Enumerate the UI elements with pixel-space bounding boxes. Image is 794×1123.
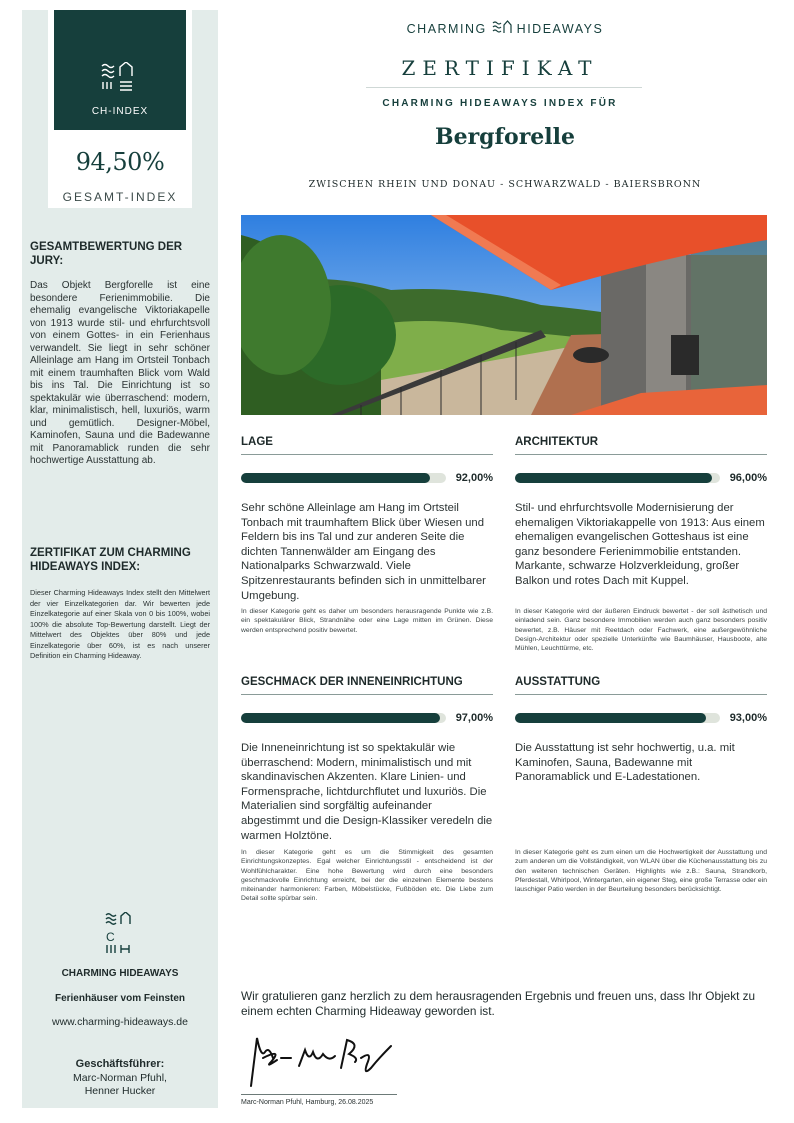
signature-image bbox=[243, 1028, 403, 1097]
location-line: ZWISCHEN RHEIN UND DONAU - SCHWARZWALD - BAIERSBRONN bbox=[308, 179, 702, 190]
ceo-name-1: Marc-Norman Pfuhl, bbox=[73, 1072, 167, 1084]
category-title: ARCHITEKTUR bbox=[515, 436, 599, 448]
category-lage bbox=[241, 436, 493, 603]
footer-brand: CHARMING HIDEAWAYS bbox=[61, 968, 179, 979]
brand-name-hideaways: HIDEAWAYS bbox=[516, 21, 604, 36]
category-title: AUSSTATTUNG bbox=[515, 676, 601, 688]
category-text: Sehr schöne Alleinlage am Hang im Ortsteil Tonbach mit traumhaftem Blick über Wiesen und Feldern bis ins Tal und zur anderen Seite die dichten Tannenwälder am Eingang des Nationalparks Schwarzwald. Viele Spitzenrestaurants befinden sich in unmittelbarer Umgebung. bbox=[241, 502, 486, 602]
signature-caption: Marc-Norman Pfuhl, Hamburg, 26.08.2025 bbox=[241, 1099, 374, 1106]
certificate-heading: ZERTIFIKAT ZUM CHARMING HIDEAWAYS INDEX: bbox=[30, 547, 191, 573]
congratulations-text: Wir gratulieren ganz herzlich zu dem herausragenden Ergebnis und freuen uns, dass Ihr Objekt zu einem echten Charming Hideaway geworden ist. bbox=[241, 989, 756, 1018]
brand-logo-icon bbox=[492, 20, 512, 37]
score-bar-fill bbox=[241, 713, 440, 723]
jury-heading: GESAMTBEWERTUNG DER JURY: bbox=[30, 241, 183, 267]
category-note: In dieser Kategorie geht es zum einen um die Hochwertigkeit der Ausstattung und zum anderen um die Vollständigkeit, von WLAN über die Küchenausstattung bis zu den weiteren technischen Geräten. Highlights wie z.B.: Sauna, Strandkorb, Pferdestall, Whirlpool, Wintergarten, ein eigener Steg, eine große Terrasse oder ein lauschiger Patio werden in der Beurteilung besonders berücksichtigt. bbox=[515, 849, 767, 894]
ceo-names bbox=[22, 1072, 218, 1098]
sidebar bbox=[22, 10, 218, 1108]
category-text: Die Inneneinrichtung ist so spektakulär wie überraschend: Modern, minimalistisch und mit skandinavischen Akzenten. Klare Linien- und Formensprache, lichtdurchflutet und luxuriös. Die Materialien sind sorgfältig aufeinander abgestimmt und die Design-Klassiker veredeln die warmen Holztöne. bbox=[241, 742, 493, 842]
brand-header bbox=[360, 20, 650, 37]
object-name: Bergforelle bbox=[434, 124, 575, 150]
score-bar-track bbox=[515, 713, 720, 723]
ch-index-badge bbox=[54, 10, 186, 130]
property-photo bbox=[241, 215, 767, 415]
category-architektur bbox=[515, 436, 767, 589]
category-title: GESCHMACK DER INNENEINRICHTUNG bbox=[241, 676, 463, 688]
score-bar bbox=[241, 473, 493, 485]
category-inneneinrichtung bbox=[241, 676, 493, 843]
score-value: 97,00% bbox=[455, 712, 493, 724]
category-text: Die Ausstattung ist sehr hochwertig, u.a. mit Kaminofen, Sauna, Badewanne mit Panoramablick und E-Ladestationen. bbox=[515, 742, 735, 784]
category-divider bbox=[241, 454, 493, 455]
index-card bbox=[48, 10, 192, 208]
score-bar bbox=[515, 713, 767, 725]
website-link[interactable]: www.charming-hideaways.de bbox=[52, 1016, 188, 1028]
waves-house-icon bbox=[100, 62, 140, 94]
footer-tagline: Ferienhäuser vom Feinsten bbox=[54, 993, 186, 1004]
category-note: In dieser Kategorie wird der äußeren Eindruck bewertet - der soll ästhetisch und einladend sein. Ganz besondere Immobilien werden auch ganz besonders positiv bewertet, z.B. Häuser mit Reetdach oder Fachwerk, eine außergewöhnliche Design-Architektur oder spezielle Unterkünfte wie Baumhäuser, Hausboote, alte Mühlen, Leuchttürme, etc. bbox=[515, 608, 767, 653]
certificate-subtitle: CHARMING HIDEAWAYS INDEX FÜR bbox=[382, 98, 618, 109]
category-text: Stil- und ehrfurchtsvolle Modernisierung der ehemaligen Viktoriakappelle von 1913: Aus einem ehemaligen evangelischen Gotteshaus ist eine ganz besondere Ferienimmobilie entstanden. Markante, schwarze Holzverkleidung, großer Balkon und rotes Dach mit Kuppel. bbox=[515, 502, 765, 587]
category-ausstattung bbox=[515, 676, 767, 785]
jury-text: Das Objekt Bergforelle ist eine besondere Ferienimmobilie. Die ehemalig evangelische Viktoriakapelle von 1913 wurde stil- und ehrfurchtsvoll von einem Gottes- in ein Ferienhaus verwandelt. Sie liegt in sehr schöner Alleinlage am Hang im Ortsteil Tonbach mit einem traumhaften Blick vom Wald bis ins Tal. Die Einrichtung ist so spektakulär wie überraschend: modern, klar, minimalistisch, hell, luxuriös, warm und gemütlich. Designer-Möbel, Kaminofen, Sauna und die Badewanne mit Panoramablick runden die sehr hochwertige Ausstattung ab. bbox=[30, 280, 210, 466]
brand-name-charming: CHARMING bbox=[406, 21, 487, 36]
score-value: 96,00% bbox=[729, 472, 767, 484]
certificate-title: ZERTIFIKAT bbox=[401, 56, 599, 80]
total-index-label: GESAMT-INDEX bbox=[62, 190, 178, 204]
score-bar-track bbox=[515, 473, 720, 483]
score-bar-fill bbox=[515, 713, 706, 723]
score-bar bbox=[241, 713, 493, 725]
score-bar-fill bbox=[515, 473, 712, 483]
score-bar bbox=[515, 473, 767, 485]
ceo-name-2: Henner Hucker bbox=[84, 1085, 156, 1097]
score-bar-track bbox=[241, 473, 446, 483]
score-bar-track bbox=[241, 713, 446, 723]
ch-index-label: CH-INDEX bbox=[91, 106, 149, 117]
category-note: In dieser Kategorie geht es daher um besonders herausragende Punkte wie z.B. ein spektakulärer Blick, Strandnähe oder eine Lage mitten im Grünen. Diese werden entsprechend positiv bewertet. bbox=[241, 608, 493, 634]
score-value: 92,00% bbox=[455, 472, 493, 484]
ceo-title: Geschäftsführer: bbox=[75, 1058, 165, 1070]
category-divider bbox=[515, 694, 767, 695]
title-divider bbox=[366, 87, 642, 88]
side-logo-icon bbox=[104, 912, 134, 961]
total-index-value: 94,50% bbox=[75, 148, 165, 176]
score-bar-fill bbox=[241, 473, 430, 483]
certificate-text: Dieser Charming Hideaways Index stellt den Mittelwert der vier Einzelkategorien dar. Wir bewerten jede Einzelkategorie auf einer Skala von 0 bis 100%, wobei 100% die absolute Top-Bewertung darstellt. Liegt der Mittelwert des Objektes über 80% und jede Einzelkategorie über 60%, ist es nach unserer Definition ein Charming Hideaway. bbox=[30, 588, 210, 660]
score-value: 93,00% bbox=[729, 712, 767, 724]
category-title: LAGE bbox=[241, 436, 273, 448]
svg-text:C: C bbox=[106, 930, 115, 944]
signature-line bbox=[241, 1094, 397, 1095]
category-note: In dieser Kategorie geht es um die Stimmigkeit des gesamten Einrichtungskonzeptes. Egal welcher Einrichtungsstil - entscheidend ist der Wohlfühlcharakter. Eine hohe Bewertung wird durch eine besonders geschmackvolle Einrichtung erreicht, bei der die einzelnen Elemente bestens miteinander harmonieren: Farben, Möbelstücke, Fußböden etc. Die Liebe zum Detail sollte spürbar sein. bbox=[241, 849, 493, 903]
category-divider bbox=[241, 694, 493, 695]
category-divider bbox=[515, 454, 767, 455]
